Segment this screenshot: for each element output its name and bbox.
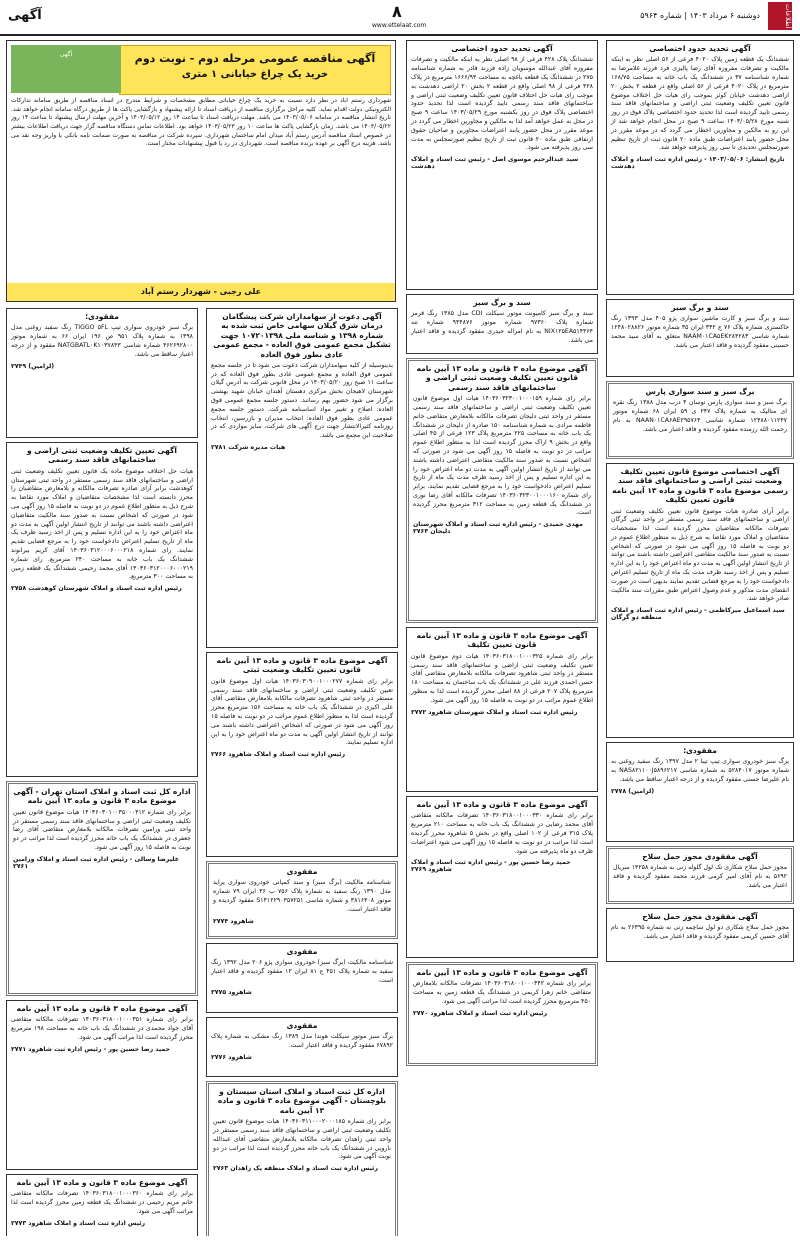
- ad-body: بدینوسیله از کلیه سهامداران شرکت دعوت می شود تا در جلسه مجمع عمومی فوق العاده و مجمع عمومی عادی بطور فوق العاده که در ساعت ۱۱ صبح روز ۱۴۰۳/۰۵/۲۰ در محل قانونی شرکت به آدرس گیلان شهرستان لاهیجان بخش مرکزی دهستان آهندان خیابان شهید بهشتی برگزار می شود حضور بهم رسانند. دستور جلسه مجمع عمومی فوق العاده: اصلاح و تغییر مواد اساسنامه شرکت. دستور جلسه مجمع عمومی عادی بطور فوق العاده: انتخاب مدیران و بازرسین، انتخاب روزنامه کثیرالانتشار جهت درج آگهی های شرکت، سایر مواردی که در صلاحیت این مجمع می باشد.: [211, 361, 393, 440]
- tender-body: شهرداری رستم آباد در نظر دارد نسبت به خرید یک چراغ خیابانی مطابق مشخصات و شرایط مندرج در اسناد مناقصه از طریق سامانه تدارکات الکترونیکی دولت اقدام نماید. کلیه مراحل برگزاری مناقصه از دریافت اسناد تا ارائه پیشنهاد و بازگشایی پاکت ها از طریق درگاه سامانه انجام خواهد شد. تاریخ انتشار مناقصه در سامانه ۱۴۰۳/۰۵/۰۶ می باشد. مهلت دریافت اسناد تا ساعت ۱۴ روز ۱۴۰۳/۰۵/۱۲ و آخرین مهلت ارسال پیشنهاد تا ساعت ۱۴ روز ۱۴۰۳/۰۵/۲۲ می باشد. زمان بازگشایی پاکت ها ساعت ۱۰ روز ۱۴۰۳/۰۵/۲۳ خواهد بود. اطلاعات تماس دستگاه مناقصه گزار جهت دریافت اطلاعات بیشتر در خصوص اسناد مناقصه آدرس رستم آباد میدان امام ساختمان شهرداری. سپرده شرکت در مناقصه به صورت ضمانت نامه بانکی یا واریز وجه نقد می باشد. هزینه درج آگهی بر عهده برنده مناقصه است. شهرداری در رد یا قبول پیشنهادات مختار است.: [11, 97, 391, 148]
- ad-title: اداره کل ثبت اسناد و املاک استان تهران - آگهی موضوع ماده ۳ قانون و ماده ۱۳ آیین نامه: [13, 787, 191, 806]
- column-3: [206, 308, 398, 1236]
- ad-box: [206, 308, 398, 648]
- ad-title: آگهی اختصاصی موضوع قانون تعیین تکلیف وضعیت ثبتی اراضی و ساختمانهای فاقد سند رسمی موضوع ماده ۳ قانون و ماده ۱۳ آیین نامه قانون تعیین تکلیف: [612, 467, 788, 505]
- column-4: [6, 308, 198, 1236]
- ad-title: مفقودی:: [85, 312, 119, 321]
- ad-body: برابر رای شماره ۱۴۰۳۶۰۳۱۸۰۰۱۰۰۰۳۵۱ تصرفات مالکانه متقاضی آقای جواد محمدی در ششدانگ یک باب خانه به مساحت ۱۹۸ مترمربع محرز گردیده است لذا مراتب آگهی می شود.: [11, 1016, 193, 1041]
- ad-box: [206, 943, 398, 1013]
- ad-title: سند و برگ سبز: [671, 303, 729, 312]
- ad-box: [6, 308, 198, 438]
- ad-body: برابر رای شماره ۱۴۰۳۶۰۳۱۸۰۰۱۰۰۰۳۲۵ هیات دوم موضوع قانون تعیین تکلیف وضعیت ثبتی اراضی و ساختمانهای فاقد سند رسمی مستقر در واحد ثبتی شاهرود تصرفات مالکانه بلامعارض متقاضی آقای حسن احمدی فرزند علی در ششدانگ یک باب ساختمان به مساحت ۱۸۰ مترمربع پلاک ۲۰۷ فرعی از ۸۸ اصلی محرز گردیده است لذا به منظور اطلاع عموم مراتب در دو نوبت به فاصله ۱۵ روز آگهی می شود.: [411, 652, 593, 704]
- ad-box: [406, 627, 598, 792]
- ad-signature: شاهرود ۲۷۷۵: [211, 988, 252, 996]
- ad-body: برابر رای شماره ۱۴۰۳۶۰۳۱۸۰۰۱۰۰۰۳۶۰ تصرفات مالکانه متقاضی خانم مریم رحیمی در ششدانگ یک قطعه زمین محرز گردیده است لذا مراتب آگهی می شود.: [11, 1190, 193, 1215]
- column-1: [606, 40, 794, 1236]
- ad-body: مجوز حمل سلاح شکاری تک لول گلوله زنی به شماره ۱۴۲۵۸ سریال ۵۶۹۲ به نام آقای امیر کرمی فرزند محمد مفقود گردیده و فاقد اعتبار می باشد.: [613, 864, 788, 889]
- ad-box: [6, 781, 198, 996]
- tender-title: آگهی مناقصه عمومی مرحله دوم - نوبت دوم: [134, 52, 376, 65]
- ad-body: برابر رای شماره ۱۴۰۳۶۰۳۰۹۰۰۱۰۰۰۲۷۷ هیات اول موضوع قانون تعیین تکلیف وضعیت ثبتی اراضی و ساختمانهای فاقد سند رسمی مستقر در واحد ثبتی شاهرود تصرفات مالکانه بلامعارض متقاضی آقای علی اکبری در ششدانگ یک باب خانه به مساحت ۱۵۶ مترمربع محرز گردیده است لذا به منظور اطلاع عموم مراتب در دو نوبت به فاصله ۱۵ روز آگهی می شود در صورتی که اشخاص اعتراضی داشته باشند می توانند از تاریخ انتشار اولین آگهی به مدت دو ماه اعتراض خود را به این اداره تسلیم نمایند.: [211, 677, 394, 747]
- section-title: آگهی: [8, 8, 42, 23]
- ad-body: برابر رای شماره ۱۴۰۳۶۰۳۱۸۰۰۱۰۰۰۳۳۰ تصرفات مالکانه متقاضی آقای محمد رضایی در ششدانگ یک باب خانه به مساحت ۲۱۰ مترمربع پلاک ۳۱۵ فرعی از ۱۰۲ اصلی واقع در بخش ۵ شاهرود محرز گردیده است لذا مراتب در دو نوبت به فاصله ۱۵ روز آگهی می شود اعتراضات ظرف دو ماه پذیرفته می شود.: [411, 812, 593, 855]
- ad-body: سند و برگ سبز کامیونت موتور سیکلت CDI مدل ۱۳۸۵ رنگ قرمز شماره پلاک ۹۷۳۶۰ شماره موتور ۹۴۴۸۷۶ شماره تنه NIX۱۲۵EA۵۱۴۴۶۴ به نام امراله حیدری مفقود گردیده و فاقد اعتبار می باشد.: [411, 310, 594, 344]
- ad-box: [406, 358, 598, 623]
- ad-title: مفقودی: [286, 947, 318, 956]
- ad-box: [606, 742, 794, 842]
- ad-box: [206, 652, 398, 857]
- ad-signature: رئیس اداره ثبت اسناد و املاک شاهرود ۲۷۷۰: [413, 1009, 548, 1017]
- ad-title: آگهی مفقودی مجوز حمل سلاح: [642, 912, 758, 921]
- ad-box: [606, 908, 794, 962]
- ad-box: [406, 962, 598, 1066]
- masthead-logo: اطلاعات: [768, 2, 792, 30]
- ad-title: آگهی موضوع ماده ۳ قانون و ماده ۱۳ آیین نامه قانون تعیین تکلیف: [416, 631, 588, 650]
- ad-box: [406, 40, 598, 290]
- ad-signature: رئیس اداره ثبت اسناد و املاک شهرستان شاهرود ۲۷۷۲: [411, 708, 578, 716]
- issue-info: دوشنبه ۶ مرداد ۱۴۰۳ | شماره ۵۹۶۴: [640, 11, 760, 20]
- ad-title: مفقودی: [286, 867, 318, 876]
- ad-body: برگ سبز و سند سواری پارس توسان ۴ درب مدل ۱۳۸۸ رنگ نقره ای متالیک به شماره پلاک ۲۴۷ ی ۵۹ ایران ۶۸ شماره موتور ۱۲۴۸۸۰۱۱۲۴۷ شماره شاسی NAAN۰۱CA۶AE۲۹۵۷۶۴ به نام رحمت الله رزمنده مفقود گردیده و فاقد اعتبار می باشد.: [613, 399, 787, 433]
- ad-box: [6, 1000, 198, 1170]
- column-2: [406, 40, 598, 1236]
- ad-signature: تاریخ انتشار: ۱۴۰۳/۰۵/۰۶ - رئیس اداره ثبت اسناد و املاک دهدشت: [611, 156, 785, 171]
- ad-title: مفقودی: [286, 1021, 318, 1030]
- ad-body: برگ سبز خودروی سواری تیپ تیبا ۲ مدل ۱۳۹۷ رنگ سفید روغنی به شماره موتور ۵۲۸۴۰۱۷ به شماره شاسی NAS۸۲۱۱۰۰J۵۸۹۶۲۱۷ به نام علیرضا حسنی مفقود گردیده و از درجه اعتبار ساقط می باشد.: [611, 758, 789, 783]
- ad-title: آگهی تعیین تکلیف وضعیت ثبتی اراضی و ساختمانهای فاقد سند رسمی: [27, 446, 177, 465]
- ad-box: [606, 463, 794, 738]
- ad-body: برابر رای شماره ۱۴۰۳۶۰۳۱۸۰۰۱۰۰۰۳۴۲ تصرفات مالکانه بلامعارض متقاضی خانم زهرا کریمی در ششدانگ یک قطعه زمین به مساحت ۴۵۰ مترمربع محرز گردیده است لذا مراتب آگهی می شود.: [413, 980, 591, 1005]
- ad-signature: رئیس اداره ثبت اسناد و املاک منطقه یک زاهدان ۲۷۶۳: [213, 1165, 378, 1173]
- ad-signature: رئیس اداره ثبت اسناد و املاک شهرستان کوهدشت ۲۷۵۸: [11, 585, 182, 593]
- ad-title: آگهی تحدید حدود اختصاصی: [451, 44, 553, 53]
- ad-body: برابر آرای صادره هیات موضوع قانون تعیین تکلیف وضعیت ثبتی اراضی و ساختمانهای فاقد سند رسمی مستقر در واحد ثبتی گرگان تصرفات مالکانه متقاضیان محرز گردیده است لذا مشخصات متقاضیان و املاک مورد تقاضا به شرح ذیل به منظور اطلاع عموم در دو نوبت به فاصله ۱۵ روز آگهی می شود در صورتی که اشخاص نسبت به صدور سند مالکیت متقاضی اعتراضی داشته باشند می توانند از تاریخ انتشار اولین آگهی به مدت دو ماه اعتراض خود را به این اداره تسلیم و پس از اخذ رسید ظرف مدت یک ماه از تاریخ تسلیم اعتراض دادخواست خود را به مرجع قضایی تقدیم نمایند بدیهی است در صورت انقضای مدت مذکور و عدم وصول اعتراض طبق مقررات سند مالکیت صادر خواهد شد.: [611, 507, 789, 603]
- ad-title: آگهی تحدید حدود اختصاصی: [649, 44, 751, 53]
- ad-box: [406, 294, 598, 354]
- ad-body: هیات حل اختلاف موضوع ماده یک قانون تعیین تکلیف وضعیت ثبتی اراضی و ساختمانهای فاقد سند رسمی مستقر در واحد ثبتی شهرستان کوهدشت برابر آرای صادره تصرفات مالکانه و بلامعارض متقاضیان را محرز دانسته است لذا مشخصات متقاضیان و املاک مورد تقاضا به شرح ذیل به منظور اطلاع عموم در دو نوبت به فاصله ۱۵ روز آگهی می شود در صورتی که اشخاص نسبت به صدور سند مالکیت متقاضیان اعتراضی داشته باشند می توانند از تاریخ انتشار اولین آگهی به مدت دو ماه اعتراض خود را به این اداره تسلیم و پس از اخذ رسید ظرف یک ماه از تاریخ تسلیم اعتراض دادخواست خود را به مرجع قضایی تقدیم نمایند. رای شماره ۱۴۰۳۶۰۳۱۲۰۰۰۶۰۰۰۲۱۸ آقای کریم بیرانوند ششدانگ یک باب خانه به مساحت ۲۴۰ مترمربع. رای شماره ۱۴۰۳۶۰۳۱۲۰۰۰۶۰۰۰۲۱۹ آقای محمد رحیمی ششدانگ یک قطعه زمین به مساحت ۳۰۰ مترمربع.: [11, 467, 194, 581]
- ad-title: برگ سبز و سند سواری پارس: [645, 387, 755, 396]
- ad-box: [606, 40, 794, 295]
- ad-signature: رئیس اداره ثبت اسناد و املاک شاهرود ۲۷۷۳: [11, 1219, 146, 1227]
- page-header: [0, 0, 800, 36]
- ad-body: شناسنامه مالکیت (برگ سبز) خودروی سواری پژو ۲۰۶ مدل ۱۳۹۲ رنگ سفید به شماره پلاک ۴۵۱ ج ۸۱ ایران ۱۲ مفقود گردیده و فاقد اعتبار است.: [211, 959, 394, 984]
- tender-banner: [119, 45, 391, 95]
- ad-body: ششدانگ یک قطعه زمین پلاک ۴۰۲۰ فرعی از ۵۶ اصلی نظر به اینکه مالکیت و تصرفات مفروزه آقای رضا پالیزی فرد فرزند غلامرضا به شماره شناسنامه ۳۷ در ششدانگ یک باب خانه به مساحت ۱۶۸/۷۵ مترمربع در پلاک ۴۰۲۰ فرعی از ۵۶ اصلی واقع در قطعه ۲ بخش ۲۰ اراضی دهدشت خیابان کوثر بموجب رای هیات حل اختلاف موضوع قانون تعیین تکلیف وضعیت ثبتی اراضی و ساختمانهای فاقد سند رسمی تایید گردیده است لذا تحدید حدود اختصاصی پلاک فوق در روز شنبه مورخ ۱۴۰۳/۰۵/۲۸ ساعت ۹ صبح در محل انجام خواهد شد از این رو به مالکین و مجاورین اخطار می گردد که در موعد مقرر در محل حضور یابند اعتراضات طبق ماده ۲۰ قانون ثبت از تاریخ تنظیم صورتمجلس تحدیدی تا سی روز پذیرفته خواهد شد.: [611, 56, 789, 152]
- ad-title: اداره کل ثبت اسناد و املاک استان سیستان و بلوچستان - آگهی موضوع ماده ۳ قانون و ماده ۱۳ آیین نامه: [217, 1087, 387, 1115]
- ad-box: [206, 1017, 398, 1077]
- ad-signature: سید عبدالرحیم موسوی اصل - رئیس ثبت اسناد و املاک دهدشت: [411, 156, 579, 171]
- ad-body: سند و برگ سبز و کارت ماشین سواری پژو ۴۰۵ مدل ۱۳۹۳ رنگ خاکستری شماره پلاک ۷۶ ج ۳۴۲ ایران ۳۵ شماره موتور ۱۲۴۸۰۲۸۸۲۶ شماره شاسی NAAM۰۱CA۵EK۲۸۴۲۸۳ متعلق به آقای سید محمد حسینی مفقود گردیده و فاقد اعتبار می باشد.: [611, 315, 790, 349]
- tender-subtitle: خرید یک چراغ خیابانی ۱ متری: [181, 69, 329, 80]
- ad-signature: شاهرود ۲۷۷۴: [213, 917, 254, 925]
- ad-signature: (لرامین) ۲۷۴۹: [11, 362, 55, 370]
- ad-title: آگهی موضوع ماده ۳ قانون و ماده ۱۳ آیین نامه: [416, 800, 588, 809]
- ad-signature: علیرضا وسالی - رئیس اداره ثبت اسناد و املاک ورامین ۲۷۶۱: [13, 855, 179, 870]
- ad-box: [6, 442, 198, 777]
- ad-title: آگهی دعوت از سهامداران شرکت پیشگامان درمان شرق گیلان سهامی خاص ثبت شده به شماره ۱۳۹۸ و شناسه ملی ۱۰۷۲۰۱۳۹۸ جهت تشکیل مجمع عمومی فوق العاده - مجمع عمومی عادی بطور فوق العاده: [213, 312, 391, 359]
- ad-signature: رئیس اداره ثبت اسناد و املاک شاهرود ۲۷۶۶: [211, 751, 346, 759]
- ad-box: [606, 846, 794, 904]
- ad-body: مجوز حمل سلاح شکاری دو لول ساچمه زنی به شماره ۲۶۳۹۵ به نام آقای حسین کریمی مفقود گردیده و فاقد اعتبار می باشد.: [611, 924, 789, 941]
- municipality-logo: آگهی: [11, 45, 121, 93]
- ad-body: ششدانگ پلاک ۴۲۸ فرعی از ۹۸ اصلی نظر به اینکه مالکیت و تصرفات مفروزه آقای عبدالله موسویان زاده فرزند قادر به شماره شناسنامه ۲۷۵ در ششدانگ یک قطعه باغچه به مساحت ۱۶۶۶/۹۴ مترمربع در پلاک ۴۲۸ فرعی از ۹۸ اصلی واقع در قطعه ۲ بخش ۲۰ اراضی دهدشت به موجب رای هیات حل اختلاف قانون تعیین تکلیف وضعیت ثبتی اراضی و ساختمانهای فاقد سند رسمی تایید گردیده است لذا تحدید حدود اختصاصی پلاک فوق در روز یکشنبه مورخ ۱۴۰۳/۰۵/۲۹ ساعت ۹ صبح در محل به عمل خواهد آمد لذا به مالکین و مجاورین اخطار می گردد در موعد مقرر در محل حضور یابند اعتراضات مجاورین و صاحبان حقوق ارتفاقی طبق ماده ۲۰ قانون ثبت از تاریخ تنظیم صورتمجلس به مدت سی روز پذیرفته می شود.: [411, 56, 594, 152]
- ad-title: آگهی مفقودی مجوز حمل سلاح: [642, 852, 758, 861]
- ad-title: آگهی موضوع ماده ۳ قانون و ماده ۱۳ آیین نامه قانون تعیین تکلیف وضعیت ثبتی: [216, 656, 388, 675]
- tender-advertisement: [6, 40, 396, 302]
- tender-signature: علی رجبی - شهردار رستم آباد: [7, 283, 395, 301]
- ad-body: برگ سبز خودروی سواری تیپ TIGGO ۵FL رنگ سفید روغنی مدل ۱۳۹۸ به شماره پلاک ۹۵۱ ص ۱۹۶ ایران ۶۶ به شماره موتور ۴۶۲۶۹۲۸۰۰ شماره شاسی NATGBATL۰K۱۰۳۷۸۴۳ مفقود و از درجه اعتبار ساقط می باشد.: [11, 324, 193, 358]
- ad-signature: حمید رضا حسین پور - رئیس اداره ثبت اسناد و املاک شاهرود ۲۷۶۹: [411, 859, 571, 874]
- ad-signature: مهدی حمیدی - رئیس اداره ثبت اسناد و املاک شهرستان دلیجان ۲۷۶۴: [413, 521, 583, 536]
- ad-body: برابر رای شماره ۱۴۰۳۶۰۳۲۳۰۰۱۰۰۰۱۵۹ هیات اول موضوع قانون تعیین تکلیف وضعیت ثبتی اراضی و ساختمانهای فاقد سند رسمی مستقر در واحد ثبتی دلیجان تصرفات مالکانه بلامعارض متقاضی خانم فاطمه مرادی به شماره شناسنامه ۱۵۰ صادره از دلیجان در ششدانگ یک باب خانه به مساحت ۲۲۵ مترمربع پلاک ۱۲۳ فرعی از ۴۵ اصلی واقع در بخش ۹ اراک محرز گردیده است لذا به منظور اطلاع عموم مراتب در دو نوبت به فاصله ۱۵ روز آگهی می شود در صورتی که اشخاص نسبت به صدور سند مالکیت متقاضی اعتراضی داشته باشند می توانند از تاریخ انتشار اولین آگهی به مدت دو ماه اعتراض خود را به این اداره تسلیم و پس از اخذ رسید ظرف مدت یک ماه از تاریخ تسلیم اعتراض دادخواست خود را به مرجع قضایی تقدیم نمایند. برابر رای شماره ۱۴۰۳۶۰۳۲۳۰۰۱۰۰۰۱۶۰ تصرفات مالکانه آقای رضا نوری در ششدانگ یک قطعه زمین به مساحت ۳۱۲ مترمربع محرز گردیده است.: [413, 395, 592, 517]
- ad-title: سند و برگ سبز: [473, 298, 531, 307]
- ad-body: برگ سبز موتور سیکلت هوندا مدل ۱۳۸۹ رنگ مشکی به شماره پلاک ۶۷۸۹۲ مفقود گردیده و فاقد اعتبار است.: [211, 1033, 393, 1050]
- ad-box: [206, 861, 398, 939]
- ad-signature: سید اسماعیل میرکاظمی - رئیس اداره ثبت اسناد و املاک منطقه دو گرگان: [611, 607, 785, 622]
- ad-signature: هیات مدیره شرکت ۲۷۸۱: [211, 444, 286, 452]
- ad-title: آگهی موضوع ماده ۳ قانون و ماده ۱۳ آیین نامه: [16, 1178, 188, 1187]
- ad-title: آگهی موضوع ماده ۳ قانون و ماده ۱۳ آیین نامه قانون تعیین تکلیف وضعیت ثبتی اراضی و ساختمانهای فاقد سند رسمی: [416, 364, 588, 392]
- ad-title: آگهی موضوع ماده ۳ قانون و ماده ۱۳ آیین نامه: [416, 968, 588, 977]
- ad-box: [606, 299, 794, 377]
- ad-box: [606, 381, 794, 459]
- page-number: ۸: [392, 2, 402, 21]
- ad-title: مفقودی:: [683, 746, 717, 755]
- ad-body: برابر رای شماره ۱۴۰۳۶۰۳۰۱۰۰۳۵۰۰۰۴۱۲ هیات موضوع قانون تعیین تکلیف وضعیت ثبتی اراضی و ساختمانهای فاقد سند رسمی مستقر در واحد ثبتی ورامین تصرفات مالکانه بلامعارض متقاضی آقای رضا جعفری در ششدانگ یک باب خانه محرز گردیده است لذا مراتب در دو نوبت به فاصله ۱۵ روز آگهی می شود.: [13, 808, 191, 851]
- ad-signature: حمید رضا حسین پور - رئیس اداره ثبت شاهرود ۲۷۷۱: [11, 1045, 171, 1053]
- ad-title: آگهی موضوع ماده ۳ قانون و ماده ۱۳ آیین نامه: [16, 1004, 188, 1013]
- ad-signature: (لرامین) ۲۷۷۸: [611, 787, 655, 795]
- ad-body: شناسنامه مالکیت (برگ سبز) و سند کمپانی خودروی سواری پراید مدل ۱۳۹۰ رنگ سفید به شماره پلاک ۷۵۶ ب ۳۶ ایران ۷۹ شماره موتور ۳۸۱۶۴۰۸ و شماره شاسی S۱۴۱۲۲۹۰۳۵۷۲۵۱ مفقود گردیده و فاقد اعتبار است.: [213, 879, 392, 913]
- ad-body: برابر رای شماره ۱۴۰۳۶۰۳۱۱۰۰۰۲۰۰۰۱۸۵ هیات موضوع قانون تعیین تکلیف وضعیت ثبتی اراضی و ساختمانهای فاقد سند رسمی مستقر در واحد ثبتی زاهدان تصرفات مالکانه بلامعارض متقاضی آقای عبدالله نارویی در ششدانگ یک باب خانه محرز گردیده است لذا مراتب در دو نوبت آگهی می شود.: [213, 1118, 391, 1161]
- ad-signature: شاهرود ۲۷۷۶: [211, 1053, 252, 1061]
- ad-box: [6, 1174, 198, 1236]
- website-url[interactable]: www.ettelaat.com: [372, 22, 427, 29]
- ad-box: [406, 796, 598, 958]
- ad-box: [206, 1081, 398, 1236]
